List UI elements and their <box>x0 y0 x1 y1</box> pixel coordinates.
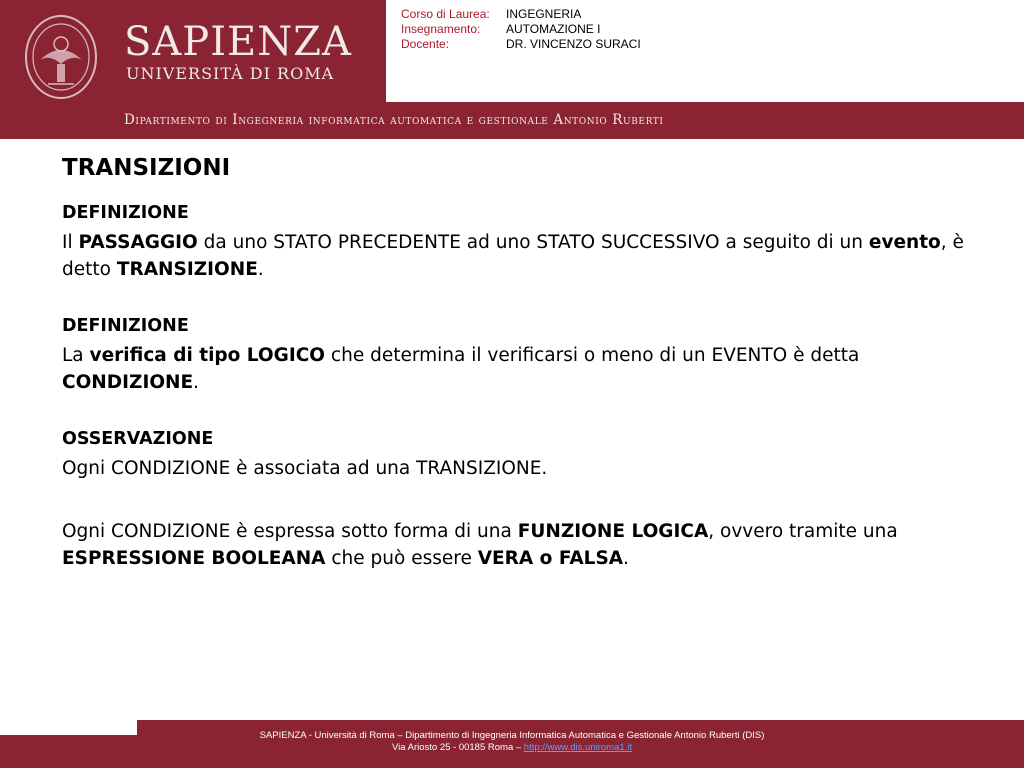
department-title: Dipartimento di Ingegneria informatica automatica e gestionale Antonio Ruberti <box>124 112 664 128</box>
definition-text-2: La verifica di tipo LOGICO che determina il verificarsi o meno di un EVENTO è detta CONDIZIONE. <box>62 345 860 393</box>
course-value: INGEGNERIA <box>506 7 582 21</box>
footer-address: Via Ariosto 25 - 00185 Roma – <box>391 742 524 753</box>
footer-website-link[interactable]: http://www.dis.uniroma1.it <box>523 742 633 753</box>
sapienza-seal-icon <box>24 14 98 100</box>
footer-line-1: SAPIENZA - Università di Roma – Dipartimento di Ingegneria Informatica Automatica e Gestionale Antonio Ruberti (DIS) <box>259 730 765 741</box>
course-label: Corso di Laurea: <box>401 7 490 21</box>
condition-expression-text: Ogni CONDIZIONE è espressa sotto forma di una FUNZIONE LOGICA, ovvero tramite una ESPRESSIONE BOOLEANA che può essere VERA o FALSA. <box>62 521 898 569</box>
observation-text: Ogni CONDIZIONE è associata ad una TRANSIZIONE. <box>62 458 548 479</box>
footer-text <box>137 730 887 754</box>
definition-text-1: Il PASSAGGIO da uno STATO PRECEDENTE ad uno STATO SUCCESSIVO a seguito di un evento, è detto TRANSIZIONE. <box>62 232 964 280</box>
subject-row <box>401 22 641 37</box>
definition-heading-1: DEFINIZIONE <box>62 203 189 223</box>
definition-heading-2: DEFINIZIONE <box>62 316 189 336</box>
course-info <box>401 7 641 52</box>
university-name: SAPIENZA <box>124 19 352 65</box>
university-logo-block <box>0 0 386 102</box>
course-row <box>401 7 641 22</box>
subject-value: AUTOMAZIONE I <box>506 22 601 36</box>
university-subtitle: UNIVERSITÀ DI ROMA <box>126 64 335 83</box>
footer-line-2 <box>137 742 887 754</box>
teacher-value: DR. VINCENZO SURACI <box>506 37 641 51</box>
teacher-label: Docente: <box>401 37 450 51</box>
slide-content <box>62 152 972 572</box>
footer-left-block <box>0 735 137 768</box>
subject-label: Insegnamento: <box>401 22 481 36</box>
slide-title: TRANSIZIONI <box>62 155 231 181</box>
observation-heading: OSSERVAZIONE <box>62 429 214 449</box>
teacher-row <box>401 37 641 52</box>
